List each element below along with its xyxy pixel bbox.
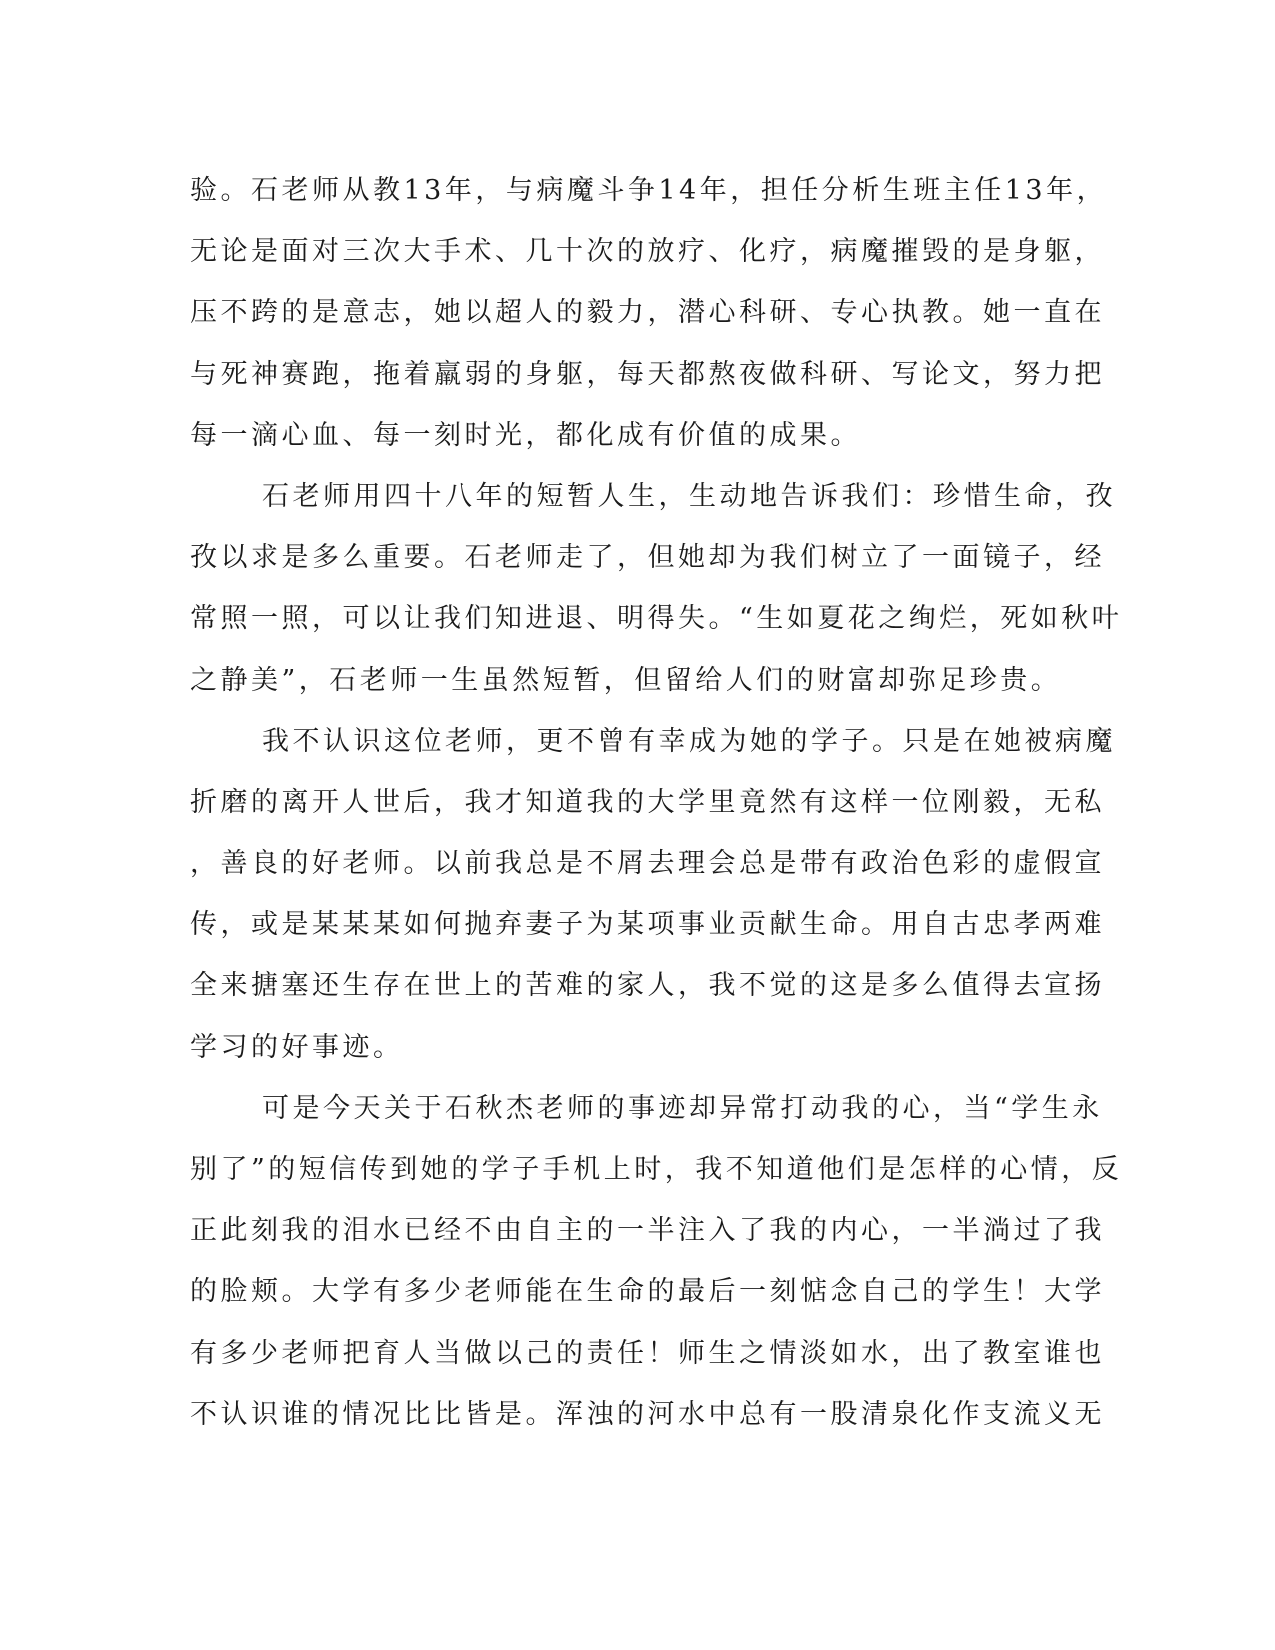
paragraph-start-line: 可是今天关于石秋杰老师的事迹却异常打动我的心，当“学生永 xyxy=(262,1092,1103,1124)
text-line: 有多少老师把育人当做以己的责任！师生之情淡如水，出了教室谁也 xyxy=(190,1337,1105,1369)
text-line: 的脸颊。大学有多少老师能在生命的最后一刻惦念自己的学生！大学 xyxy=(190,1276,1105,1308)
text-line: 不认识谁的情况比比皆是。浑浊的河水中总有一股清泉化作支流义无 xyxy=(190,1398,1105,1430)
text-line: 之静美”，石老师一生虽然短暂，但留给人们的财富却弥足珍贵。 xyxy=(190,664,1062,696)
body-text xyxy=(190,160,1123,1445)
text-line: 验。石老师从教13年，与病魔斗争14年，担任分析生班主任13年， xyxy=(190,175,1108,206)
text-line: 传，或是某某某如何抛弃妻子为某项事业贡献生命。用自古忠孝两难 xyxy=(190,909,1105,941)
text-line: 折磨的离开人世后，我才知道我的大学里竟然有这样一位刚毅，无私 xyxy=(190,786,1105,818)
paragraph-start-line: 石老师用四十八年的短暂人生，生动地告诉我们：珍惜生命，孜 xyxy=(262,480,1116,512)
text-line: 正此刻我的泪水已经不由自主的一半注入了我的内心，一半淌过了我 xyxy=(190,1215,1105,1247)
text-line: ，善良的好老师。以前我总是不屑去理会总是带有政治色彩的虚假宣 xyxy=(190,848,1105,880)
text-line: 压不跨的是意志，她以超人的毅力，潜心科研、专心执教。她一直在 xyxy=(190,297,1105,329)
text-line: 无论是面对三次大手术、几十次的放疗、化疗，病魔摧毁的是身躯， xyxy=(190,236,1105,268)
text-line: 别了”的短信传到她的学子手机上时，我不知道他们是怎样的心情，反 xyxy=(190,1154,1123,1185)
text-line: 每一滴心血、每一刻时光，都化成有价值的成果。 xyxy=(190,419,861,451)
text-line: 孜以求是多么重要。石老师走了，但她却为我们树立了一面镜子，经 xyxy=(190,542,1105,574)
text-line: 与死神赛跑，拖着羸弱的身躯，每天都熬夜做科研、写论文，努力把 xyxy=(190,358,1105,390)
paragraph-start-line: 我不认识这位老师，更不曾有幸成为她的学子。只是在她被病魔 xyxy=(262,725,1116,757)
text-line: 常照一照，可以让我们知进退、明得失。“生如夏花之绚烂，死如秋叶 xyxy=(190,603,1123,635)
text-line: 全来搪塞还生存在世上的苦难的家人，我不觉的这是多么值得去宣扬 xyxy=(190,970,1105,1002)
text-line: 学习的好事迹。 xyxy=(190,1031,404,1063)
